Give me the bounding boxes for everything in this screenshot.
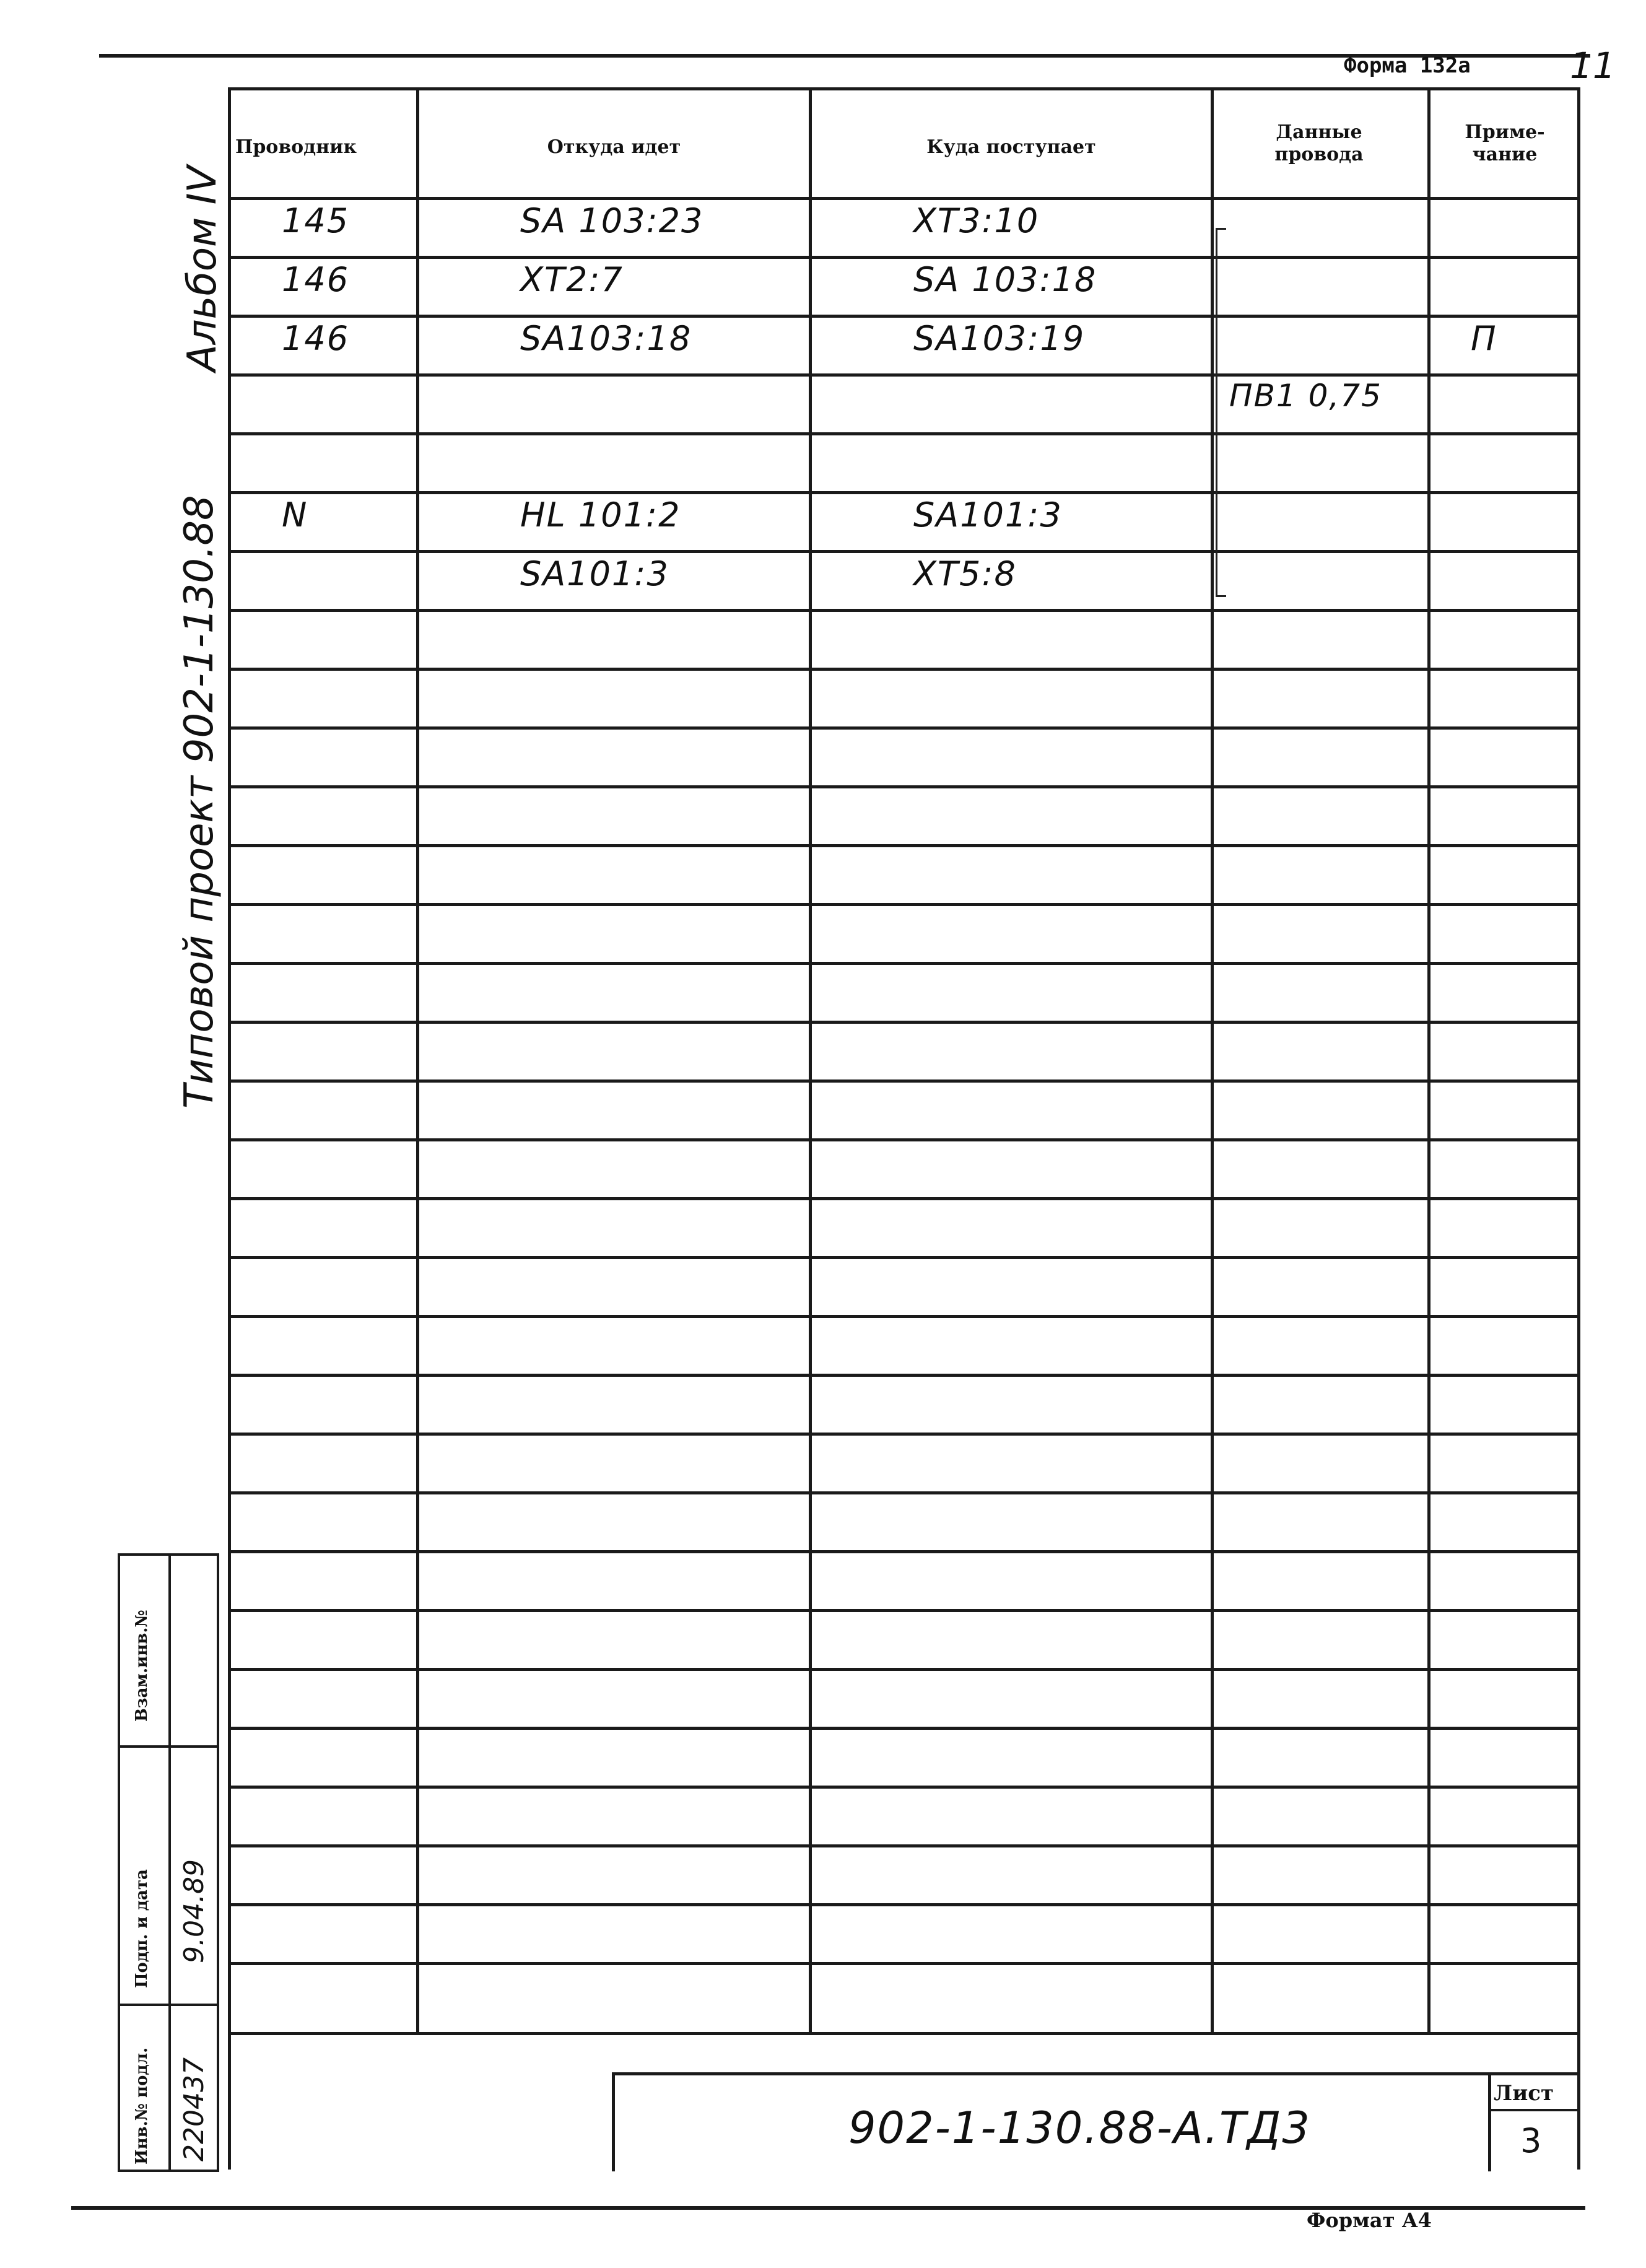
row-line (228, 1491, 1580, 1494)
row-line (228, 1550, 1580, 1553)
cell-from: HL 101:2 (520, 495, 681, 534)
sheet-corner-number: 11 (1570, 45, 1616, 87)
col-line-2 (809, 87, 812, 2032)
cell-conductor: 145 (282, 201, 350, 240)
row-line (228, 1727, 1580, 1730)
row-line (228, 1786, 1580, 1789)
row-line (228, 1668, 1580, 1671)
cell-from: XT2:7 (520, 260, 624, 299)
header-conductor: Проводник (235, 136, 357, 158)
format-label: Формат А4 (1307, 2209, 1432, 2232)
row-line (228, 1138, 1580, 1141)
row-line (228, 1374, 1580, 1377)
row-line (228, 373, 1580, 377)
table-right-border (1577, 87, 1580, 2170)
doc-code: 902-1-130.88-А.ТД3 (848, 2103, 1311, 2153)
cell-conductor: 146 (282, 260, 350, 299)
cell-conductor: N (282, 495, 308, 534)
stamp-sign-date-value: 9.04.89 (178, 1859, 210, 1963)
row-line (228, 256, 1580, 259)
cell-from: SA 103:23 (520, 201, 704, 240)
cell-to: SA101:3 (913, 495, 1063, 534)
stamp-sign-date-label: Подп. и дата (133, 1869, 151, 1988)
cell-note: П (1471, 319, 1497, 358)
row-line (228, 1079, 1580, 1083)
stamp-replace-inv-label: Взам.инв.№ (133, 1610, 151, 1722)
cell-from: SA103:18 (520, 319, 692, 358)
album-label: Альбом IV (180, 165, 225, 372)
row-line (228, 609, 1580, 612)
project-label: Типовой проект 902-1-130.88 (176, 495, 222, 1109)
cell-to: XT5:8 (913, 554, 1017, 593)
row-line (228, 668, 1580, 671)
stamp-inv-orig-label: Инв.№ подл. (133, 2047, 151, 2165)
header-wire-data: Данные провода (1274, 121, 1364, 165)
sheet-label: Лист (1494, 2081, 1554, 2106)
stamp-inv-orig-value: 220437 (178, 2057, 210, 2161)
cell-to: XT3:10 (913, 201, 1040, 240)
row-line (228, 903, 1580, 906)
cell-from: SA101:3 (520, 554, 669, 593)
header-note: Приме-чание (1465, 121, 1545, 165)
table-left-border (228, 87, 231, 2170)
row-line (228, 1844, 1580, 1847)
cell-conductor: 146 (282, 319, 350, 358)
row-line (228, 432, 1580, 435)
row-line (228, 1197, 1580, 1200)
table-top-border (228, 87, 1580, 90)
row-line (228, 315, 1580, 318)
row-line (228, 1903, 1580, 1906)
row-line (228, 197, 1580, 200)
row-line (228, 1962, 1580, 1965)
header-to: Куда поступает (926, 136, 1096, 158)
col-line-4 (1427, 87, 1430, 2032)
row-line (228, 1609, 1580, 1612)
col-line-3 (1211, 87, 1214, 2032)
row-line (228, 1433, 1580, 1436)
row-line (228, 1256, 1580, 1259)
cell-to: SA103:19 (913, 319, 1086, 358)
row-line (228, 1021, 1580, 1024)
wire-group-bracket (1216, 228, 1226, 597)
row-line (228, 962, 1580, 965)
row-line (228, 1315, 1580, 1318)
table-bottom-border (228, 2032, 1580, 2035)
row-line (228, 491, 1580, 494)
row-line (228, 550, 1580, 553)
sheet-value: 3 (1520, 2121, 1542, 2160)
header-from: Откуда идет (547, 136, 681, 158)
form-label: Форма 132а (1344, 53, 1471, 78)
row-line (228, 844, 1580, 847)
cell-wire: ПВ1 0,75 (1229, 378, 1382, 414)
row-line (228, 785, 1580, 788)
row-line (228, 726, 1580, 730)
cell-to: SA 103:18 (913, 260, 1097, 299)
col-line-1 (416, 87, 419, 2032)
